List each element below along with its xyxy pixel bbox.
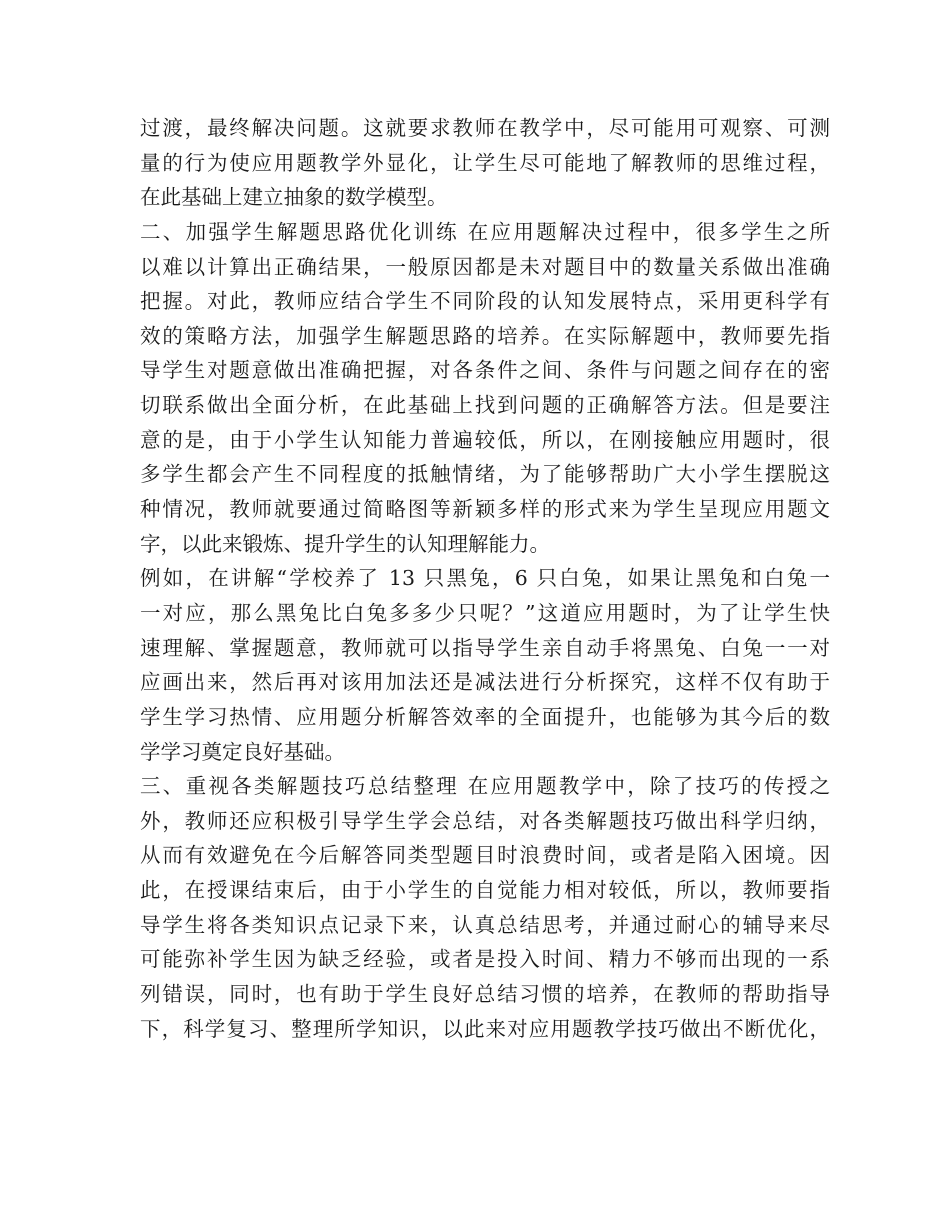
- text-line: 把握。对此，教师应结合学生不同阶段的认知发展特点，采用更科学有: [140, 289, 830, 314]
- text-line: 例如，在讲解“学校养了 13 只黑兔，6 只白兔，如果让黑兔和白兔一: [140, 566, 830, 591]
- text-line: 外，教师还应积极引导学生学会总结，对各类解题技巧做出科学归纳，: [140, 808, 830, 833]
- text-line: 导学生对题意做出准确把握，对各条件之间、条件与问题之间存在的密: [140, 358, 830, 383]
- text-line: 从而有效避免在今后解答同类型题目时浪费时间，或者是陷入困境。因: [140, 843, 830, 868]
- text-line: 速理解、掌握题意，教师就可以指导学生亲自动手将黑兔、白兔一一对: [140, 635, 830, 660]
- text-line: 导学生将各类知识点记录下来，认真总结思考，并通过耐心的辅导来尽: [140, 912, 830, 937]
- text-line: 种情况，教师就要通过简略图等新颖多样的形式来为学生呈现应用题文: [140, 497, 830, 522]
- text-line: 一对应，那么黑兔比白兔多多少只呢？”这道应用题时，为了让学生快: [140, 600, 830, 625]
- text-line: 学学习奠定良好基础。: [140, 739, 345, 764]
- text-line: 多学生都会产生不同程度的抵触情绪，为了能够帮助广大小学生摆脱这: [140, 462, 830, 487]
- text-line: 量的行为使应用题教学外显化，让学生尽可能地了解教师的思维过程，: [140, 150, 830, 175]
- text-line: 在此基础上建立抽象的数学模型。: [140, 185, 448, 210]
- text-line: 过渡，最终解决问题。这就要求教师在教学中，尽可能用可观察、可测: [140, 116, 830, 140]
- text-line: 效的策略方法，加强学生解题思路的培养。在实际解题中，教师要先指: [140, 323, 830, 348]
- text-line: 意的是，由于小学生认知能力普遍较低，所以，在刚接触应用题时，很: [140, 427, 830, 452]
- text-line: 应画出来，然后再对该用加法还是减法进行分析探究，这样不仅有助于: [140, 670, 830, 695]
- text-line: 列错误，同时，也有助于学生良好总结习惯的培养，在教师的帮助指导: [140, 982, 830, 1007]
- text-line: 可能弥补学生因为缺乏经验，或者是投入时间、精力不够而出现的一系: [140, 947, 830, 972]
- text-line: 学生学习热情、应用题分析解答效率的全面提升，也能够为其今后的数: [140, 704, 830, 729]
- text-line: 以难以计算出正确结果，一般原因都是未对题目中的数量关系做出准确: [140, 254, 830, 279]
- text-line: 切联系做出全面分析，在此基础上找到问题的正确解答方法。但是要注: [140, 393, 830, 418]
- text-line: 此，在授课结束后，由于小学生的自觉能力相对较低，所以，教师要指: [140, 878, 830, 903]
- text-line: 下，科学复习、整理所学知识，以此来对应用题教学技巧做出不断优化，: [140, 1016, 830, 1041]
- text-line: 字，以此来锻炼、提升学生的认知理解能力。: [140, 531, 550, 556]
- text-line: 二、加强学生解题思路优化训练 在应用题解决过程中，很多学生之所: [140, 219, 830, 244]
- text-line: 三、重视各类解题技巧总结整理 在应用题教学中，除了技巧的传授之: [140, 774, 830, 799]
- document-body: [140, 111, 830, 1046]
